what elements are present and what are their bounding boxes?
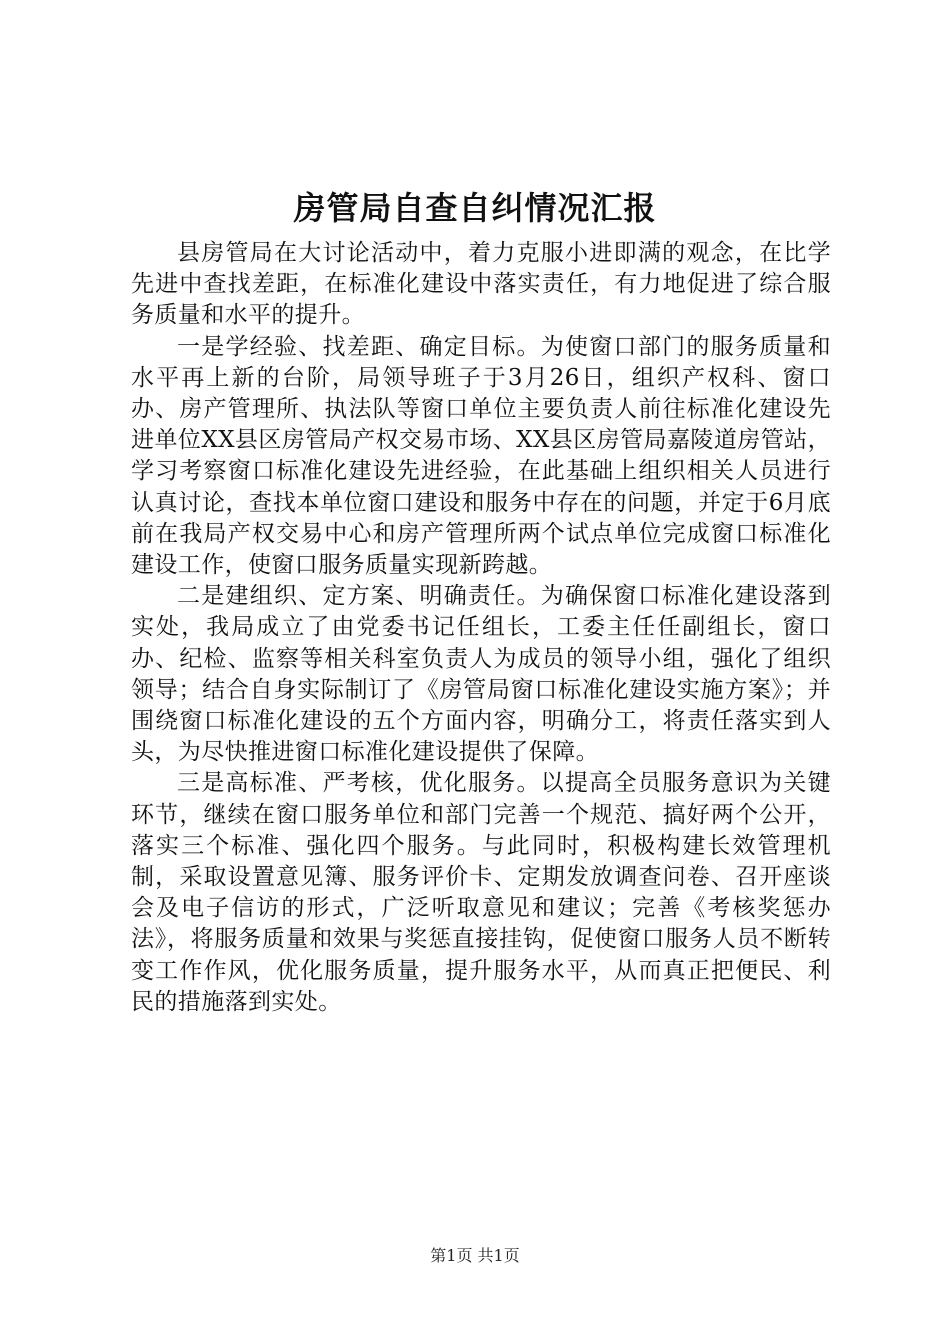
page-footer: 第1页 共1页	[430, 1246, 520, 1265]
paragraph-two: 二是建组织、定方案、明确责任。为确保窗口标准化建设落到实处，我局成立了由党委书记任组长，工委主任任副组长，窗口办、纪检、监察等相关科室负责人为成员的领导小组，强化了组织领导；结合自身实际制订了《房管局窗口标准化建设实施方案》；并围绕窗口标准化建设的五个方面内容，明确分工，将责任落实到人头，为尽快推进窗口标准化建设提供了保障。	[131, 583, 831, 766]
paragraph-three: 三是高标准、严考核，优化服务。以提高全员服务意识为关键环节，继续在窗口服务单位和部门完善一个规范、搞好两个公开，落实三个标准、强化四个服务。与此同时，积极构建长效管理机制，采取设置意见簿、服务评价卡、定期发放调查问卷、召开座谈会及电子信访的形式，广泛听取意见和建议；完善《考核奖惩办法》，将服务质量和效果与奖惩直接挂钩，促使窗口服务人员不断转变工作作风，优化服务质量，提升服务水平，从而真正把便民、利民的措施落到实处。	[131, 770, 831, 1015]
document-body	[131, 238, 831, 1018]
document-title: 房管局自查自纠情况汇报	[293, 189, 657, 227]
paragraph-one: 一是学经验、找差距、确定目标。为使窗口部门的服务质量和水平再上新的台阶，局领导班子于3月26日，组织产权科、窗口办、房产管理所、执法队等窗口单位主要负责人前往标准化建设先进单位XX县区房管局产权交易市场、XX县区房管局嘉陵道房管站，学习考察窗口标准化建设先进经验，在此基础上组织相关人员进行认真讨论，查找本单位窗口建设和服务中存在的问题，并定于6月底前在我局产权交易中心和房产管理所两个试点单位完成窗口标准化建设工作，使窗口服务质量实现新跨越。	[131, 333, 831, 579]
paragraph-intro: 县房管局在大讨论活动中，着力克服小进即满的观念，在比学先进中查找差距，在标准化建设中落实责任，有力地促进了综合服务质量和水平的提升。	[131, 240, 831, 329]
